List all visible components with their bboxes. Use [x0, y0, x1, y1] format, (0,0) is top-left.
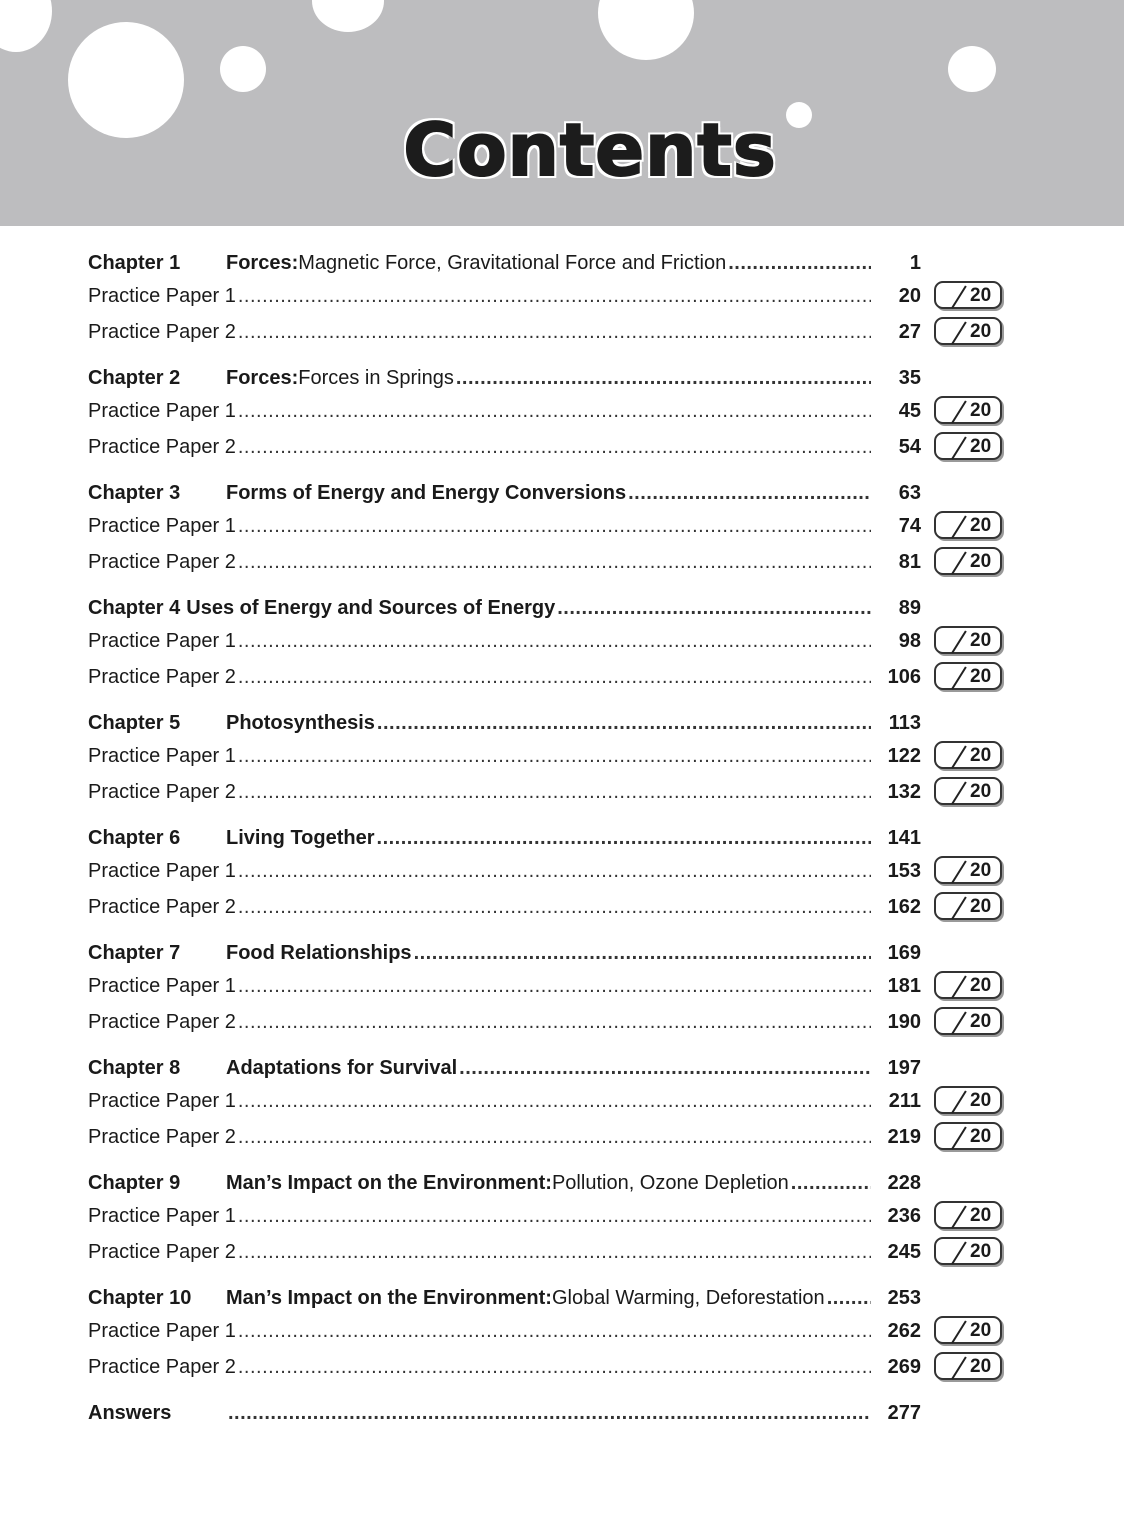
practice-paper-row[interactable]: [88, 429, 1018, 465]
chapter-title: Photosynthesis: [226, 711, 375, 734]
dot-leader: [238, 975, 871, 998]
practice-paper-row[interactable]: [88, 314, 1018, 350]
score-box[interactable]: [934, 1237, 1002, 1265]
chapter-group: [88, 478, 1018, 580]
practice-paper-label: Practice Paper 1: [88, 974, 236, 997]
slash-icon: [951, 1205, 966, 1228]
dot-leader: [238, 666, 871, 689]
slash-icon: [951, 1090, 966, 1113]
chapter-group: [88, 823, 1018, 925]
page-number: 277: [887, 1401, 921, 1424]
max-score: 20: [970, 975, 992, 996]
answers-label: Answers: [88, 1401, 172, 1424]
dot-leader: [238, 860, 871, 883]
score-box[interactable]: [934, 662, 1002, 690]
practice-paper-label: Practice Paper 2: [88, 320, 236, 343]
practice-paper-row[interactable]: [88, 1119, 1018, 1155]
dot-leader: [238, 1205, 871, 1228]
chapter-number: Chapter 8: [88, 1056, 181, 1079]
slash-icon: [951, 285, 966, 308]
score-box[interactable]: [934, 741, 1002, 769]
page-number: 228: [887, 1171, 921, 1194]
practice-paper-row[interactable]: [88, 623, 1018, 659]
score-box[interactable]: [934, 396, 1002, 424]
page-number: 35: [898, 366, 921, 389]
page-number: 236: [887, 1204, 921, 1227]
chapter-number: Chapter 7: [88, 941, 181, 964]
practice-paper-row[interactable]: [88, 1083, 1018, 1119]
chapter-subtitle: Global Warming, Deforestation: [551, 1286, 825, 1309]
decorative-circle: [598, 0, 694, 60]
chapter-number: Chapter 6: [88, 826, 181, 849]
page-number: 54: [898, 435, 921, 458]
max-score: 20: [970, 1126, 992, 1147]
chapter-number: Chapter 9: [88, 1171, 181, 1194]
slash-icon: [951, 896, 966, 919]
practice-paper-row[interactable]: [88, 774, 1018, 810]
slash-icon: [951, 1011, 966, 1034]
page-number: 211: [888, 1089, 921, 1112]
slash-icon: [951, 551, 966, 574]
dot-leader: [238, 285, 871, 308]
table-of-contents: [88, 248, 1018, 1441]
practice-paper-row[interactable]: [88, 853, 1018, 889]
slash-icon: [951, 321, 966, 344]
chapter-row[interactable]: [88, 823, 1018, 853]
page-number: 141: [887, 826, 921, 849]
dot-leader: [238, 630, 871, 653]
dot-leader: [459, 1057, 871, 1080]
score-box[interactable]: [934, 317, 1002, 345]
score-box[interactable]: [934, 856, 1002, 884]
practice-paper-row[interactable]: [88, 1349, 1018, 1385]
dot-leader: [238, 1011, 871, 1034]
score-box[interactable]: [934, 892, 1002, 920]
page-number: 269: [887, 1355, 921, 1378]
chapter-title: Uses of Energy and Sources of Energy: [186, 596, 556, 619]
chapter-row[interactable]: [88, 708, 1018, 738]
practice-paper-label: Practice Paper 2: [88, 1125, 236, 1148]
page-number: 253: [887, 1286, 921, 1309]
max-score: 20: [970, 781, 992, 802]
slash-icon: [951, 400, 966, 423]
score-box[interactable]: [934, 971, 1002, 999]
practice-paper-label: Practice Paper 2: [88, 1240, 236, 1263]
page-number: 162: [887, 895, 921, 918]
practice-paper-row[interactable]: [88, 1234, 1018, 1270]
answers-row[interactable]: [88, 1398, 1018, 1428]
score-box[interactable]: [934, 1007, 1002, 1035]
score-box[interactable]: [934, 1086, 1002, 1114]
slash-icon: [951, 860, 966, 883]
dot-leader: [827, 1287, 871, 1310]
practice-paper-row[interactable]: [88, 508, 1018, 544]
page-number: 169: [887, 941, 921, 964]
page-number: 63: [898, 481, 921, 504]
practice-paper-row[interactable]: [88, 278, 1018, 314]
score-box[interactable]: [934, 1122, 1002, 1150]
chapter-title: Forms of Energy and Energy Conversions: [226, 481, 627, 504]
chapter-number: Chapter 10: [88, 1286, 192, 1309]
page-number: 89: [898, 596, 921, 619]
practice-paper-label: Practice Paper 2: [88, 435, 236, 458]
page-number: 98: [898, 629, 921, 652]
max-score: 20: [970, 1205, 992, 1226]
max-score: 20: [970, 860, 992, 881]
score-box[interactable]: [934, 547, 1002, 575]
chapter-row[interactable]: [88, 1168, 1018, 1198]
practice-paper-label: Practice Paper 1: [88, 514, 236, 537]
slash-icon: [951, 1241, 966, 1264]
practice-paper-row[interactable]: [88, 1198, 1018, 1234]
dot-leader: [238, 1356, 871, 1379]
chapter-group: [88, 248, 1018, 350]
page-number: 190: [887, 1010, 921, 1033]
page-number: 81: [898, 550, 921, 573]
practice-paper-label: Practice Paper 2: [88, 665, 236, 688]
practice-paper-row[interactable]: [88, 1004, 1018, 1040]
dot-leader: [377, 827, 871, 850]
practice-paper-label: Practice Paper 2: [88, 780, 236, 803]
chapter-group: [88, 1168, 1018, 1270]
max-score: 20: [970, 285, 992, 306]
page-number: 74: [898, 514, 921, 537]
practice-paper-label: Practice Paper 1: [88, 629, 236, 652]
dot-leader: [238, 896, 871, 919]
max-score: 20: [970, 1320, 992, 1341]
max-score: 20: [970, 666, 992, 687]
dot-leader: [238, 321, 871, 344]
score-box[interactable]: [934, 626, 1002, 654]
slash-icon: [951, 1126, 966, 1149]
max-score: 20: [970, 400, 992, 421]
answers-group: [88, 1398, 1018, 1428]
page-number: 153: [887, 859, 921, 882]
max-score: 20: [970, 1011, 992, 1032]
page-number: 113: [888, 711, 921, 734]
chapter-group: [88, 938, 1018, 1040]
chapter-number: Chapter 3: [88, 481, 181, 504]
dot-leader: [628, 482, 871, 505]
chapter-group: [88, 1283, 1018, 1385]
dot-leader: [238, 436, 871, 459]
max-score: 20: [970, 1241, 992, 1262]
max-score: 20: [970, 515, 992, 536]
score-box[interactable]: [934, 1201, 1002, 1229]
practice-paper-label: Practice Paper 2: [88, 550, 236, 573]
dot-leader: [557, 597, 871, 620]
dot-leader: [238, 515, 871, 538]
slash-icon: [951, 436, 966, 459]
dot-leader: [414, 942, 871, 965]
page-number: 122: [887, 744, 921, 767]
chapter-row[interactable]: [88, 248, 1018, 278]
decorative-circle: [0, 0, 52, 52]
slash-icon: [951, 1320, 966, 1343]
chapter-row[interactable]: [88, 1053, 1018, 1083]
slash-icon: [951, 975, 966, 998]
practice-paper-label: Practice Paper 1: [88, 399, 236, 422]
score-box[interactable]: [934, 777, 1002, 805]
dot-leader: [377, 712, 871, 735]
dot-leader: [238, 551, 871, 574]
score-box[interactable]: [934, 281, 1002, 309]
dot-leader: [728, 252, 871, 275]
chapter-number: Chapter 2: [88, 366, 181, 389]
chapter-title: Adaptations for Survival: [226, 1056, 458, 1079]
decorative-circle: [220, 46, 266, 92]
dot-leader: [238, 745, 871, 768]
chapter-group: [88, 708, 1018, 810]
page-title: Contents: [403, 108, 777, 192]
practice-paper-row[interactable]: [88, 968, 1018, 1004]
decorative-circle: [948, 46, 996, 92]
chapter-number: Chapter 5: [88, 711, 181, 734]
practice-paper-row[interactable]: [88, 738, 1018, 774]
dot-leader: [228, 1402, 871, 1425]
practice-paper-label: Practice Paper 1: [88, 744, 236, 767]
chapter-subtitle: Magnetic Force, Gravitational Force and Friction: [298, 251, 727, 274]
practice-paper-row[interactable]: [88, 659, 1018, 695]
practice-paper-row[interactable]: [88, 544, 1018, 580]
slash-icon: [951, 745, 966, 768]
chapter-group: [88, 1053, 1018, 1155]
dot-leader: [238, 1126, 871, 1149]
chapter-title: Living Together: [226, 826, 375, 849]
practice-paper-row[interactable]: [88, 889, 1018, 925]
slash-icon: [951, 781, 966, 804]
practice-paper-label: Practice Paper 2: [88, 895, 236, 918]
header-banner: [0, 0, 1124, 226]
chapter-row[interactable]: [88, 478, 1018, 508]
chapter-number: Chapter 1: [88, 251, 181, 274]
practice-paper-row[interactable]: [88, 1313, 1018, 1349]
practice-paper-row[interactable]: [88, 393, 1018, 429]
chapter-subtitle: Forces in Springs: [298, 366, 454, 389]
decorative-circle: [312, 0, 384, 32]
page-number: 20: [898, 284, 921, 307]
dot-leader: [238, 1241, 871, 1264]
practice-paper-label: Practice Paper 1: [88, 1319, 236, 1342]
chapter-group: [88, 593, 1018, 695]
max-score: 20: [970, 1356, 992, 1377]
dot-leader: [238, 1320, 871, 1343]
slash-icon: [951, 515, 966, 538]
slash-icon: [951, 1356, 966, 1379]
page-number: 219: [887, 1125, 921, 1148]
score-box[interactable]: [934, 1352, 1002, 1380]
page-number: 106: [887, 665, 921, 688]
slash-icon: [951, 666, 966, 689]
practice-paper-label: Practice Paper 2: [88, 1355, 236, 1378]
chapter-title: Food Relationships: [226, 941, 412, 964]
dot-leader: [238, 400, 871, 423]
practice-paper-label: Practice Paper 1: [88, 284, 236, 307]
dot-leader: [238, 1090, 871, 1113]
practice-paper-label: Practice Paper 1: [88, 859, 236, 882]
page-number: 197: [887, 1056, 921, 1079]
score-box[interactable]: [934, 511, 1002, 539]
practice-paper-label: Practice Paper 1: [88, 1089, 236, 1112]
page-number: 181: [887, 974, 921, 997]
chapter-title: Man’s Impact on the Environment:: [226, 1286, 552, 1309]
practice-paper-label: Practice Paper 1: [88, 1204, 236, 1227]
max-score: 20: [970, 551, 992, 572]
practice-paper-label: Practice Paper 2: [88, 1010, 236, 1033]
max-score: 20: [970, 896, 992, 917]
chapter-row[interactable]: [88, 363, 1018, 393]
dot-leader: [791, 1172, 871, 1195]
max-score: 20: [970, 321, 992, 342]
dot-leader: [238, 781, 871, 804]
chapter-title: Forces:: [226, 251, 299, 274]
chapter-group: [88, 363, 1018, 465]
max-score: 20: [970, 630, 992, 651]
page-number: 1: [909, 251, 921, 274]
max-score: 20: [970, 1090, 992, 1111]
score-box[interactable]: [934, 1316, 1002, 1344]
chapter-title: Forces:: [226, 366, 299, 389]
dot-leader: [456, 367, 871, 390]
slash-icon: [951, 630, 966, 653]
chapter-number: Chapter 4: [88, 596, 181, 619]
chapter-title: Man’s Impact on the Environment:: [226, 1171, 552, 1194]
chapter-row[interactable]: [88, 1283, 1018, 1313]
page-number: 27: [898, 320, 921, 343]
page-number: 262: [887, 1319, 921, 1342]
chapter-row[interactable]: [88, 938, 1018, 968]
page-number: 45: [898, 399, 921, 422]
chapter-subtitle: Pollution, Ozone Depletion: [551, 1171, 789, 1194]
score-box[interactable]: [934, 432, 1002, 460]
max-score: 20: [970, 745, 992, 766]
max-score: 20: [970, 436, 992, 457]
page-number: 132: [887, 780, 921, 803]
chapter-row[interactable]: [88, 593, 1018, 623]
page-number: 245: [887, 1240, 921, 1263]
